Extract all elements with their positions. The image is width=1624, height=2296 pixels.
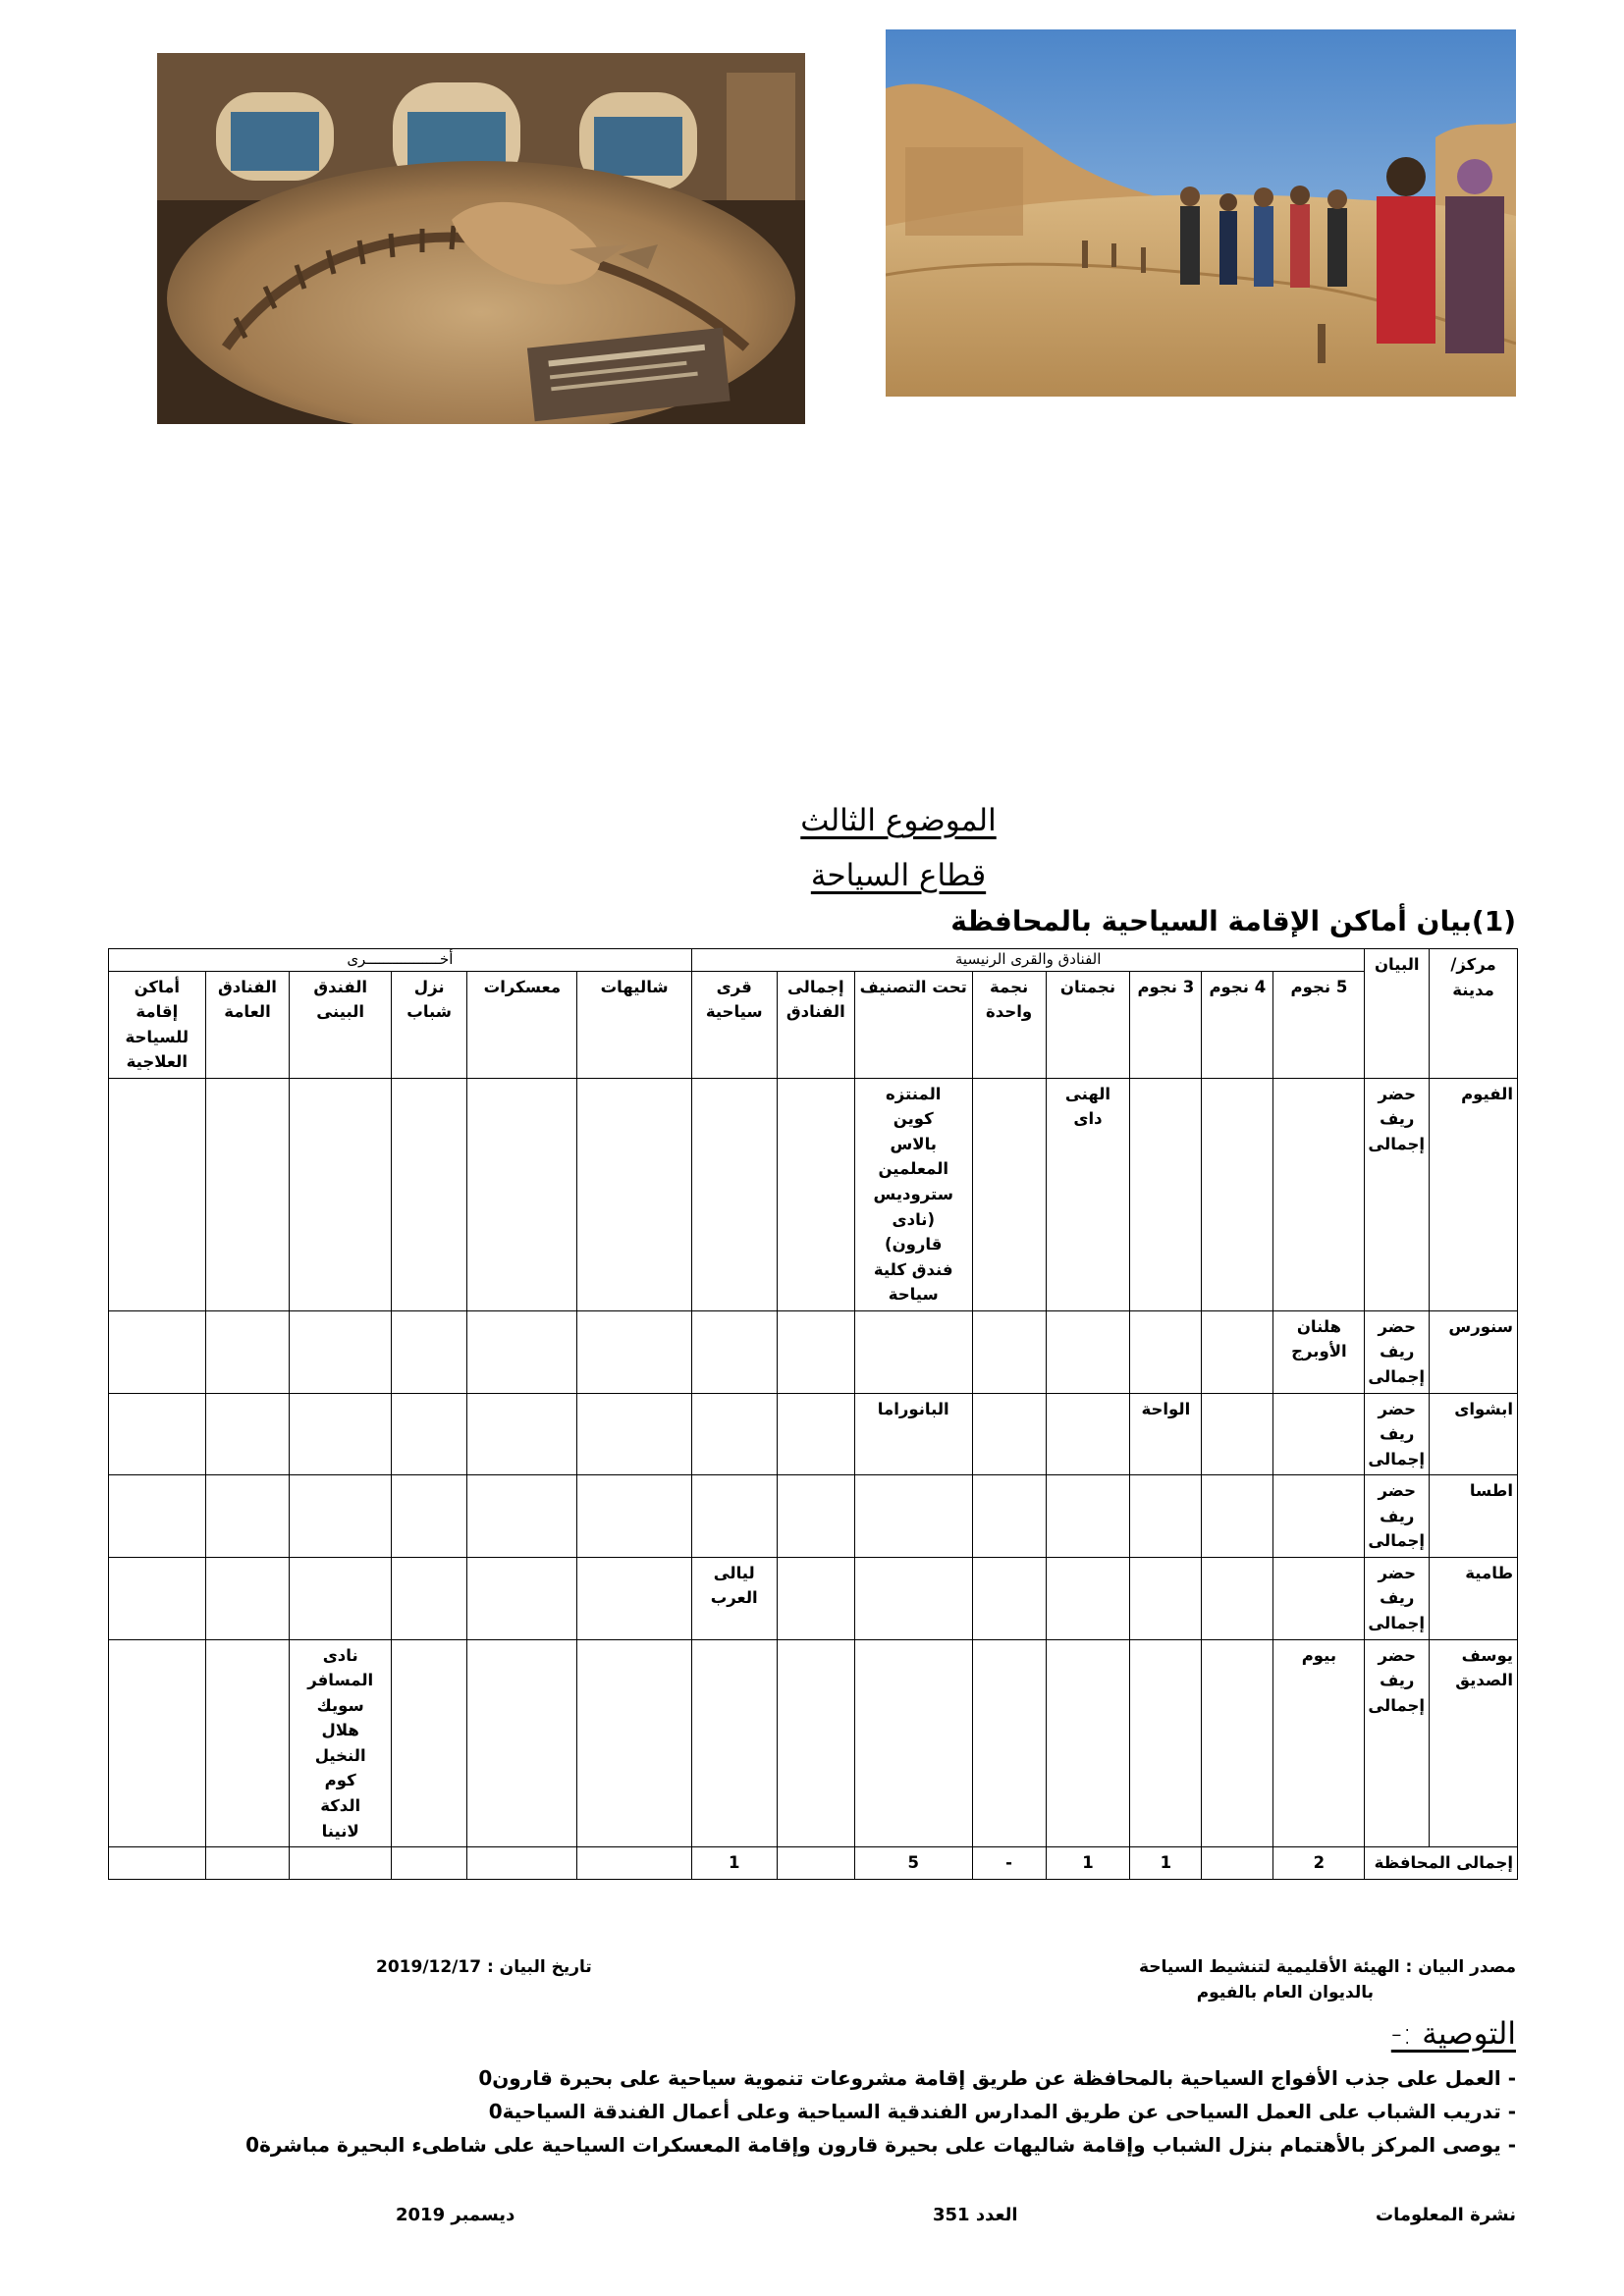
- table-cell: [777, 1639, 854, 1847]
- column-header: نجمة واحدة: [972, 971, 1046, 1078]
- header-center: مركز/ مدينة: [1430, 949, 1518, 1079]
- table-cell: [972, 1310, 1046, 1393]
- table-cell: [854, 1639, 972, 1847]
- table-cell: [205, 1639, 290, 1847]
- table-cell: [467, 1557, 577, 1639]
- cell-center: اطسا: [1430, 1475, 1518, 1558]
- table-cell: [290, 1393, 392, 1475]
- total-cell: 1: [1130, 1847, 1202, 1880]
- data-date: تاريخ البيان : 2019/12/17: [376, 1957, 592, 1977]
- column-header: الفنادق العامة: [205, 971, 290, 1078]
- column-header: 5 نجوم: [1273, 971, 1365, 1078]
- table-cell: نادى المسافر سويك هلال النخيل كوم الدكة لانينا: [290, 1639, 392, 1847]
- table-cell: [1202, 1393, 1273, 1475]
- cell-center: الفيوم: [1430, 1078, 1518, 1310]
- total-row-label: إجمالى المحافظة: [1365, 1847, 1518, 1880]
- table-cell: [777, 1310, 854, 1393]
- table-total-row: [109, 1847, 1518, 1880]
- recommendation-heading: التوصية :-: [1390, 2016, 1516, 2052]
- table-cell: [392, 1639, 467, 1847]
- cell-statement: حضر ريف إجمالى: [1365, 1557, 1430, 1639]
- table-cell: [109, 1639, 206, 1847]
- header-statement: البيان: [1365, 949, 1430, 1079]
- table-cell: [290, 1475, 392, 1558]
- table-cell: المنتزه كوين بالاس المعلمين ستروديس (نادى قارون) فندق كلية سياحة: [854, 1078, 972, 1310]
- cell-center: سنورس: [1430, 1310, 1518, 1393]
- table-cell: [1130, 1475, 1202, 1558]
- column-header: نجمتان: [1046, 971, 1130, 1078]
- table-cell: [1273, 1557, 1365, 1639]
- table-cell: [467, 1475, 577, 1558]
- column-header: 4 نجوم: [1202, 971, 1273, 1078]
- total-cell: [109, 1847, 206, 1880]
- table-cell: [972, 1557, 1046, 1639]
- table-cell: [577, 1557, 691, 1639]
- table-cell: [467, 1310, 577, 1393]
- total-cell: [205, 1847, 290, 1880]
- table-cell: [109, 1393, 206, 1475]
- column-header: إجمالى الفنادق: [777, 971, 854, 1078]
- table-cell: [392, 1078, 467, 1310]
- table-cell: [777, 1393, 854, 1475]
- column-header: تحت التصنيف: [854, 971, 972, 1078]
- table-row: [109, 1639, 1518, 1847]
- table-cell: الواحة: [1130, 1393, 1202, 1475]
- sector-heading: قطاع السياحة: [810, 858, 987, 893]
- column-header: أماكن إقامة للسياحة العلاجية: [109, 971, 206, 1078]
- table-cell: [1273, 1078, 1365, 1310]
- table-cell: [1046, 1639, 1130, 1847]
- table-row: [109, 1310, 1518, 1393]
- column-header: شاليهات: [577, 971, 691, 1078]
- cell-statement: حضر ريف إجمالى: [1365, 1393, 1430, 1475]
- column-header: 3 نجوم: [1130, 971, 1202, 1078]
- cell-center: ابشواى: [1430, 1393, 1518, 1475]
- total-cell: -: [972, 1847, 1046, 1880]
- table-cell: [205, 1078, 290, 1310]
- table-cell: [854, 1557, 972, 1639]
- table-cell: [290, 1557, 392, 1639]
- table-cell: [1202, 1078, 1273, 1310]
- table-cell: [1130, 1557, 1202, 1639]
- table-cell: [1130, 1310, 1202, 1393]
- column-header: نزل شباب: [392, 971, 467, 1078]
- table-row: [109, 1557, 1518, 1639]
- table-cell: [392, 1310, 467, 1393]
- table-cell: [972, 1393, 1046, 1475]
- table-cell: [972, 1475, 1046, 1558]
- column-header: الفندق البينى: [290, 971, 392, 1078]
- table-cell: [777, 1078, 854, 1310]
- topic-heading: الموضوع الثالث: [800, 803, 997, 838]
- table-cell: [777, 1475, 854, 1558]
- table-cell: [290, 1310, 392, 1393]
- table-cell: [691, 1393, 777, 1475]
- recommendation-item: - تدريب الشباب على العمل السياحى عن طريق المدارس الفندقية السياحية وعلى أعمال الفندقة السياحية0: [488, 2100, 1516, 2123]
- total-cell: [577, 1847, 691, 1880]
- column-header: معسكرات: [467, 971, 577, 1078]
- table-cell: [392, 1557, 467, 1639]
- table-cell: [392, 1393, 467, 1475]
- table-cell: [392, 1475, 467, 1558]
- footer-issue-number: العدد 351: [933, 2205, 1018, 2225]
- table-row: [109, 1078, 1518, 1310]
- table-cell: [109, 1310, 206, 1393]
- table-cell: [1202, 1557, 1273, 1639]
- table-cell: [1202, 1639, 1273, 1847]
- recommendation-list: [141, 2061, 1516, 2162]
- table-cell: [205, 1393, 290, 1475]
- table-cell: [854, 1475, 972, 1558]
- desert-visitors-photo: [886, 29, 1516, 397]
- total-cell: [1202, 1847, 1273, 1880]
- table-cell: [972, 1639, 1046, 1847]
- table-cell: [1046, 1475, 1130, 1558]
- table-cell: [290, 1078, 392, 1310]
- table-cell: [205, 1310, 290, 1393]
- table-cell: [777, 1557, 854, 1639]
- table-cell: [691, 1475, 777, 1558]
- table-cell: [1202, 1310, 1273, 1393]
- data-source: مصدر البيان : الهيئة الأقليمية لتنشيط السياحة: [1138, 1957, 1516, 1977]
- museum-whale-skeleton-photo: [157, 53, 805, 424]
- table-cell: [467, 1078, 577, 1310]
- table-group-header-row: [109, 949, 1518, 972]
- table-cell: [109, 1557, 206, 1639]
- table-cell: بيوم: [1273, 1639, 1365, 1847]
- table-cell: [691, 1078, 777, 1310]
- table-body: [109, 1078, 1518, 1879]
- table-row: [109, 1393, 1518, 1475]
- desert-photo-drawing: [886, 29, 1516, 397]
- table-cell: [109, 1475, 206, 1558]
- table-cell: [577, 1078, 691, 1310]
- total-cell: 2: [1273, 1847, 1365, 1880]
- recommendation-item: - يوصى المركز بالأهتمام بنزل الشباب وإقامة شاليهات على بحيرة قارون وإقامة المعسكرات السياحية على شاطىء البحيرة مباشرة0: [245, 2133, 1516, 2157]
- total-cell: [290, 1847, 392, 1880]
- total-cell: 1: [691, 1847, 777, 1880]
- table-cell: [1046, 1557, 1130, 1639]
- tourist-accommodation-table: [108, 948, 1518, 1880]
- total-cell: 5: [854, 1847, 972, 1880]
- cell-statement: حضر ريف إجمالى: [1365, 1475, 1430, 1558]
- cell-center: يوسف الصديق: [1430, 1639, 1518, 1847]
- table-cell: [1130, 1639, 1202, 1847]
- table-cell: [577, 1393, 691, 1475]
- table-cell: [205, 1475, 290, 1558]
- table-cell: [205, 1557, 290, 1639]
- header-other: أخـــــــــــــــــرى: [109, 949, 692, 972]
- museum-photo-drawing: [157, 53, 805, 424]
- table-column-header-row: [109, 971, 1518, 1078]
- table-cell: الهنى داى: [1046, 1078, 1130, 1310]
- table-cell: البانوراما: [854, 1393, 972, 1475]
- table-row: [109, 1475, 1518, 1558]
- cell-statement: حضر ريف إجمالى: [1365, 1310, 1430, 1393]
- cell-statement: حضر ريف إجمالى: [1365, 1639, 1430, 1847]
- cell-statement: حضر ريف إجمالى: [1365, 1078, 1430, 1310]
- table-cell: هلنان الأوبرج: [1273, 1310, 1365, 1393]
- cell-center: طامية: [1430, 1557, 1518, 1639]
- table-cell: [691, 1639, 777, 1847]
- column-header: قرى سياحية: [691, 971, 777, 1078]
- total-cell: [777, 1847, 854, 1880]
- table-cell: [1273, 1393, 1365, 1475]
- table-cell: [1046, 1393, 1130, 1475]
- table-cell: [577, 1310, 691, 1393]
- table-cell: [467, 1639, 577, 1847]
- table-cell: [577, 1475, 691, 1558]
- total-cell: 1: [1046, 1847, 1130, 1880]
- header-main-hotels: الفنادق والقرى الرنيسية: [691, 949, 1365, 972]
- table-cell: [1046, 1310, 1130, 1393]
- table-cell: ليالى العرب: [691, 1557, 777, 1639]
- data-source-continued: بالديوان العام بالفيوم: [1196, 1983, 1374, 2002]
- table-cell: [972, 1078, 1046, 1310]
- table-cell: [1130, 1078, 1202, 1310]
- footer-date: ديسمبر 2019: [396, 2205, 515, 2225]
- table-title: (1)بيان أماكن الإقامة السياحية بالمحافظة: [950, 905, 1516, 937]
- footer-publication-name: نشرة المعلومات: [1376, 2205, 1516, 2225]
- table-cell: [854, 1310, 972, 1393]
- table-cell: [577, 1639, 691, 1847]
- total-cell: [392, 1847, 467, 1880]
- table-cell: [109, 1078, 206, 1310]
- table-cell: [1202, 1475, 1273, 1558]
- total-cell: [467, 1847, 577, 1880]
- table-cell: [691, 1310, 777, 1393]
- table-cell: [467, 1393, 577, 1475]
- table-cell: [1273, 1475, 1365, 1558]
- recommendation-item: - العمل على جذب الأفواج السياحية بالمحافظة عن طريق إقامة مشروعات تنموية سياحية على بحيرة قارون0: [478, 2066, 1516, 2090]
